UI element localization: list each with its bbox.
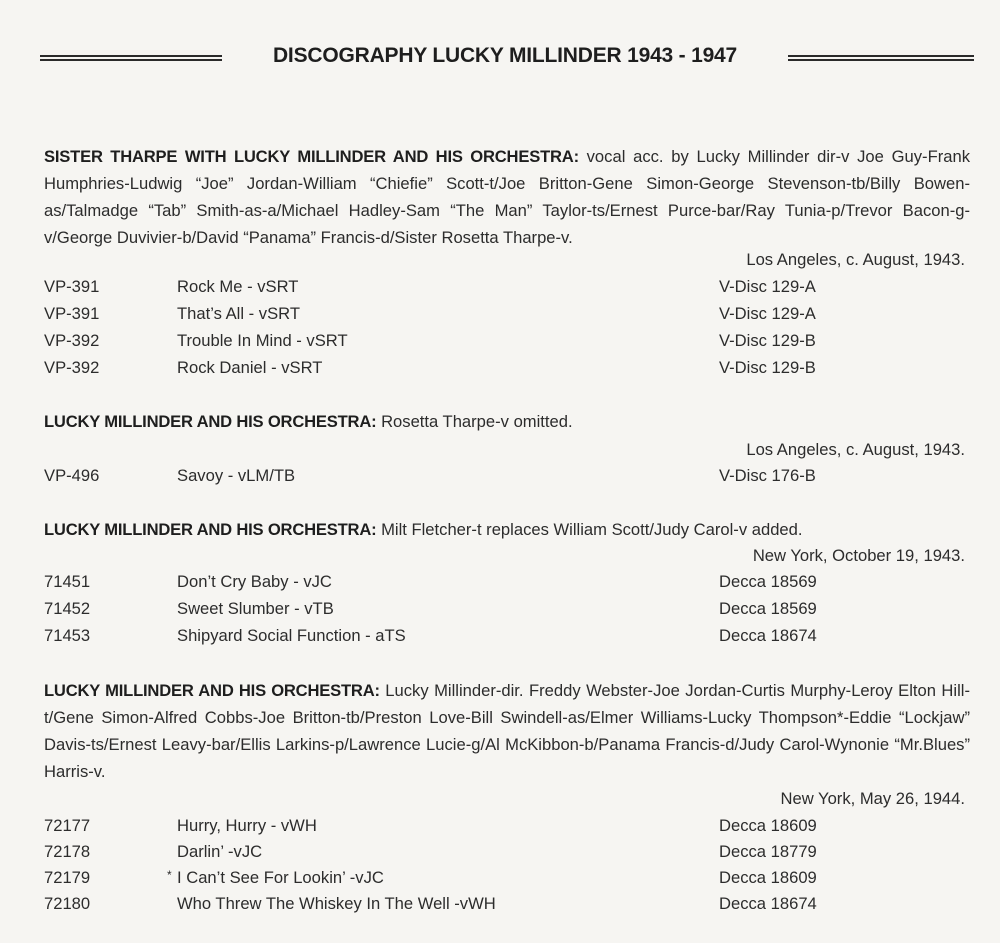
issue-number: V-Disc 129-A — [719, 304, 816, 323]
asterisk-marker: * — [167, 868, 172, 882]
issue-number: Decca 18569 — [719, 572, 817, 591]
track-title: Darlin’ -vJC — [177, 842, 263, 861]
track-title: Who Threw The Whiskey In The Well -vWH — [177, 894, 496, 913]
track-title: Rock Me - vSRT — [177, 277, 299, 296]
header-rule-right — [788, 55, 974, 61]
session-3-personnel — [44, 516, 970, 543]
track-row — [0, 331, 1000, 357]
session-3-lineup: Milt Fletcher-t replaces William Scott/Judy Carol-v added. — [376, 520, 803, 539]
issue-number: Decca 18609 — [719, 868, 817, 887]
session-4-band: LUCKY MILLINDER AND HIS ORCHESTRA: — [44, 681, 380, 700]
session-2-place-date: Los Angeles, c. August, 1943. — [746, 440, 965, 459]
track-row — [0, 358, 1000, 384]
issue-number: V-Disc 129-A — [719, 277, 816, 296]
matrix-number: 72178 — [44, 842, 91, 861]
track-title — [167, 868, 384, 888]
track-title: Rock Daniel - vSRT — [177, 358, 323, 377]
track-row — [0, 304, 1000, 330]
session-3-place-date: New York, October 19, 1943. — [752, 546, 965, 565]
page-title: DISCOGRAPHY LUCKY MILLINDER 1943 - 1947 — [272, 44, 738, 67]
track-row — [0, 277, 1000, 303]
session-4-lineup: Lucky Millinder-dir. Freddy Webster-Joe Jordan-Curtis Murphy-Leroy Elton Hill-t/Gene Simon-Alfred Cobbs-Joe Britton-tb/Preston Love-Bill Swindell-as/Elmer Williams-Lucky Thompson*-Eddie “Lockjaw” Davis-ts/Ernest Leavy-bar/Ellis Larkins-p/Lawrence Lucie-g/Al McKibbon-b/Panama Francis-d/Judy Carol-Wynonie “Mr.Blues” Harris-v. — [44, 681, 970, 781]
issue-number: Decca 18779 — [719, 842, 817, 861]
issue-number: Decca 18674 — [719, 894, 817, 913]
session-1-lineup: vocal acc. by Lucky Millinder dir-v Joe Guy-Frank Humphries-Ludwig “Joe” Jordan-William “Chiefie” Scott-t/Joe Britton-Gene Simon-George Stevenson-tb/Billy Bowen-as/Talmadge “Tab” Smith-as-a/Michael Hadley-Sam “The Man” Taylor-ts/Ernest Purce-bar/Ray Tunia-p/Trevor Bacon-g-v/George Duvivier-b/David “Panama” Francis-d/Sister Rosetta Tharpe-v. — [44, 147, 970, 247]
session-2-personnel — [44, 408, 970, 435]
matrix-number: VP-391 — [44, 277, 100, 296]
track-title-text: I Can’t See For Lookin’ -vJC — [177, 868, 384, 887]
issue-number: V-Disc 176-B — [719, 466, 816, 485]
issue-number: Decca 18569 — [719, 599, 817, 618]
matrix-number: 72177 — [44, 816, 91, 835]
session-3-band: LUCKY MILLINDER AND HIS ORCHESTRA: — [44, 520, 377, 539]
issue-number: V-Disc 129-B — [719, 331, 816, 350]
track-row — [0, 842, 1000, 868]
session-2-band: LUCKY MILLINDER AND HIS ORCHESTRA: — [44, 412, 377, 431]
matrix-number: 72180 — [44, 894, 91, 913]
track-title: Trouble In Mind - vSRT — [177, 331, 348, 350]
matrix-number: 71453 — [44, 626, 91, 645]
track-title: That’s All - vSRT — [177, 304, 300, 323]
session-4-personnel — [44, 677, 970, 785]
track-row — [0, 626, 1000, 652]
matrix-number: VP-392 — [44, 358, 100, 377]
track-title: Don’t Cry Baby - vJC — [177, 572, 332, 591]
track-row — [0, 816, 1000, 842]
session-1-band: SISTER THARPE WITH LUCKY MILLINDER AND HIS ORCHESTRA: — [44, 147, 579, 166]
matrix-number: 72179 — [44, 868, 91, 887]
session-2-lineup: Rosetta Tharpe-v omitted. — [376, 412, 573, 431]
session-4-place-date: New York, May 26, 1944. — [780, 789, 965, 808]
session-1-place-date: Los Angeles, c. August, 1943. — [746, 250, 965, 269]
track-title: Shipyard Social Function - aTS — [177, 626, 406, 645]
matrix-number: VP-391 — [44, 304, 100, 323]
issue-number: Decca 18609 — [719, 816, 817, 835]
track-row — [0, 894, 1000, 920]
track-title: Hurry, Hurry - vWH — [177, 816, 317, 835]
track-title: Sweet Slumber - vTB — [177, 599, 334, 618]
matrix-number: 71452 — [44, 599, 91, 618]
track-title: Savoy - vLM/TB — [177, 466, 296, 485]
matrix-number: VP-496 — [44, 466, 100, 485]
track-row — [0, 868, 1000, 894]
track-row — [0, 572, 1000, 598]
matrix-number: VP-392 — [44, 331, 100, 350]
issue-number: V-Disc 129-B — [719, 358, 816, 377]
matrix-number: 71451 — [44, 572, 91, 591]
track-row — [0, 466, 1000, 492]
session-1-personnel — [44, 143, 970, 251]
issue-number: Decca 18674 — [719, 626, 817, 645]
header-rule-left — [40, 55, 222, 61]
track-row — [0, 599, 1000, 625]
